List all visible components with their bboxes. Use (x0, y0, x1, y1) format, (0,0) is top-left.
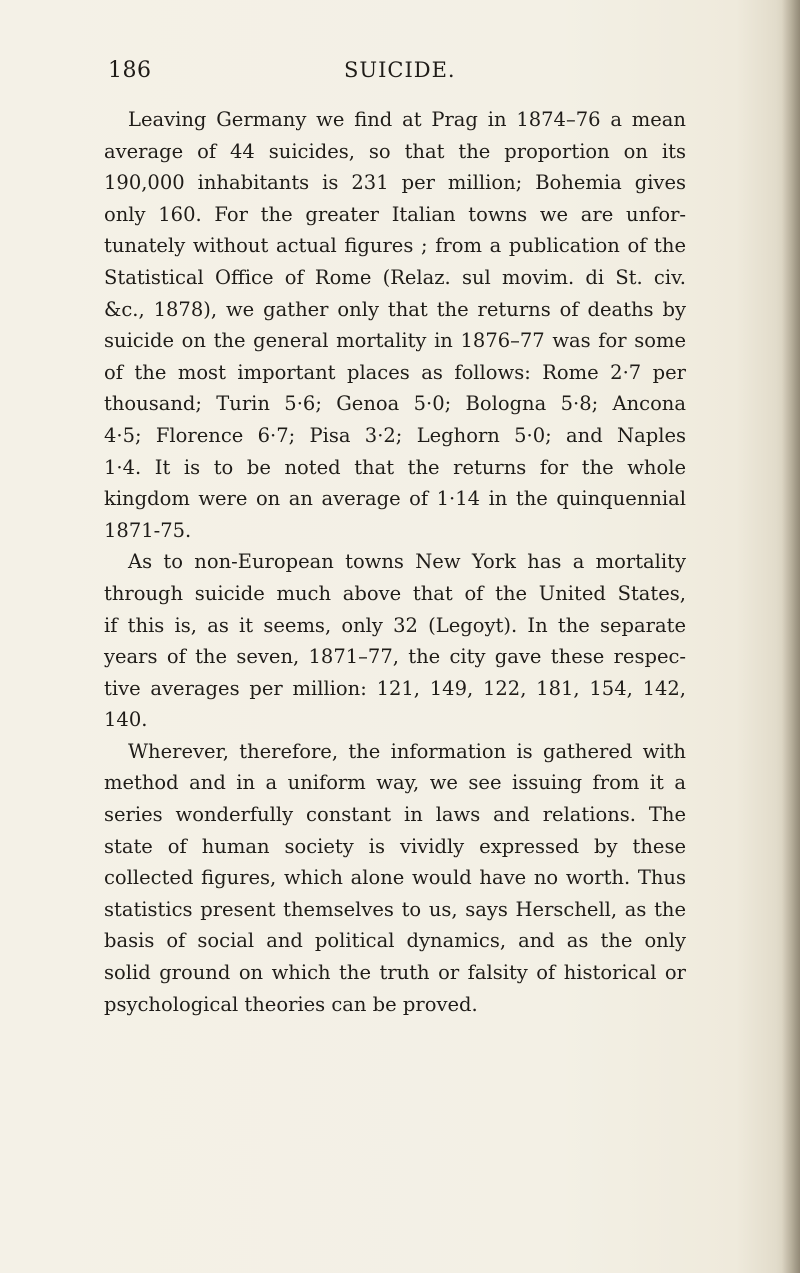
spine-shadow (782, 0, 800, 1273)
text-line: collected figures, which alone would have no worth. Thus (104, 866, 686, 890)
text-line: method and in a uniform way, we see issuing from it a (104, 771, 686, 795)
text-line: average of 44 suicides, so that the proportion on its (104, 139, 686, 163)
text-line: kingdom were on an average of 1·14 in the quinquennial (104, 487, 686, 511)
text-line: basis of social and political dynamics, and as the only (104, 929, 686, 953)
text-line: statistics present themselves to us, says Herschell, as the (104, 897, 686, 921)
text-line: Wherever, therefore, the information is gathered with (128, 739, 686, 763)
text-line: Statistical Office of Rome (Relaz. sul movim. di St. civ. (104, 265, 686, 289)
text-line: 4·5; Florence 6·7; Pisa 3·2; Leghorn 5·0; and Naples (104, 423, 686, 447)
text-line: series wonderfully constant in laws and relations. The (104, 803, 686, 827)
text-line: tive averages per million: 121, 149, 122, 181, 154, 142, (104, 676, 686, 700)
running-title: SUICIDE. (344, 58, 456, 82)
page-number: 186 (108, 58, 152, 83)
text-line: state of human society is vividly expressed by these (104, 834, 686, 858)
body-text (104, 104, 686, 1020)
text-line: suicide on the general mortality in 1876–77 was for some (104, 329, 686, 353)
text-line: only 160. For the greater Italian towns we are unfor- (104, 202, 686, 226)
text-line: psychological theories can be proved. (104, 992, 478, 1016)
text-line: 1·4. It is to be noted that the returns for the whole (104, 455, 686, 479)
text-line: solid ground on which the truth or falsity of historical or (104, 961, 686, 985)
text-line: 190,000 inhabitants is 231 per million; Bohemia gives (104, 171, 686, 195)
text-line: 1871-75. (104, 518, 192, 542)
running-head (108, 58, 688, 88)
text-line: &c., 1878), we gather only that the returns of deaths by (104, 297, 686, 321)
text-line: if this is, as it seems, only 32 (Legoyt). In the separate (104, 613, 686, 637)
text-line: thousand; Turin 5·6; Genoa 5·0; Bologna 5·8; Ancona (104, 392, 686, 416)
text-line: of the most important places as follows: Rome 2·7 per (104, 360, 686, 384)
text-line: 140. (104, 708, 148, 732)
text-line: years of the seven, 1871–77, the city gave these respec- (104, 645, 686, 669)
text-line: tunately without actual figures ; from a publication of the (104, 234, 686, 258)
text-line: through suicide much above that of the United States, (104, 581, 686, 605)
text-line: As to non-European towns New York has a mortality (128, 550, 686, 574)
text-line: Leaving Germany we find at Prag in 1874–76 a mean (128, 108, 686, 131)
